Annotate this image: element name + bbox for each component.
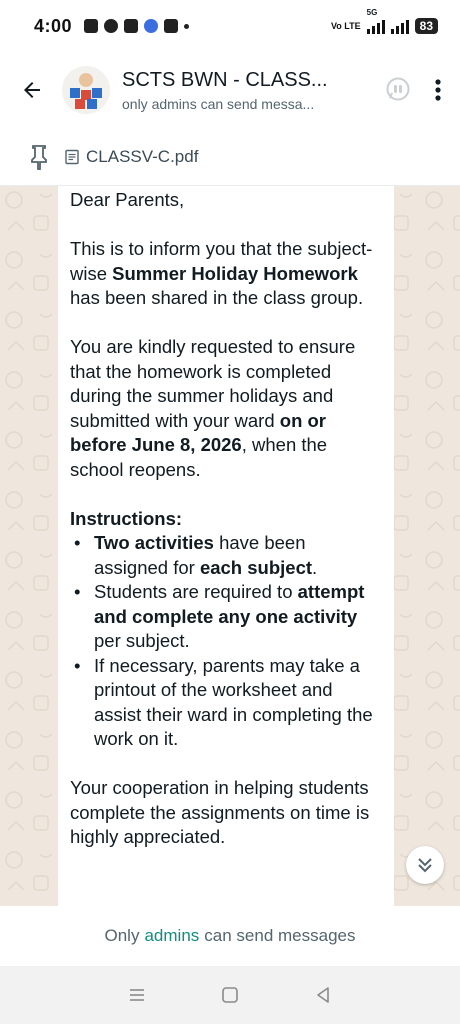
message-bubble[interactable] [58, 186, 394, 906]
message-closing: Your cooperation in helping students complete the assignments on time is highly appreciated. [70, 777, 370, 847]
messenger-icon [104, 19, 118, 33]
footer-prefix: Only [104, 926, 140, 945]
more-vert-icon [434, 78, 442, 102]
network-type-label: 5G [366, 8, 378, 17]
signal-icon [391, 18, 409, 34]
back-button[interactable] [8, 66, 56, 114]
scroll-to-bottom-button[interactable] [406, 846, 444, 884]
home-button[interactable] [210, 975, 250, 1015]
nav-back-icon [314, 986, 332, 1004]
status-time: 4:00 [34, 15, 73, 36]
recents-button[interactable] [117, 975, 157, 1015]
message-paragraph-2: You are kindly requested to ensure that the homework is completed during the summer holidays and submitted with your ward on or before June 8, 2026, when the school reopens. [70, 336, 356, 480]
more-notifications-dot [184, 24, 189, 29]
status-notification-icons [84, 19, 189, 33]
pinned-message-bar[interactable] [0, 128, 460, 186]
youtube-icon [164, 19, 178, 33]
nav-home-icon [221, 986, 239, 1004]
pinned-file-name: CLASSV-C.pdf [86, 146, 199, 166]
signal-5g-icon [366, 8, 385, 34]
battery-indicator: 83 [415, 18, 438, 34]
instruction-item: • Students are required to attempt and complete any one activity per subject. [70, 580, 382, 654]
instructions-list [70, 531, 382, 752]
chat-title: SCTS BWN - CLASS... [122, 68, 328, 91]
admin-only-footer [0, 906, 460, 966]
volte-indicator: Vo LTE [330, 20, 361, 31]
document-icon [64, 149, 80, 165]
nav-recents-icon [128, 987, 146, 1003]
more-options-button[interactable] [434, 78, 442, 102]
system-nav-bar [0, 966, 460, 1024]
community-chat-icon [384, 76, 412, 104]
instruction-item: • If necessary, parents may take a printout of the worksheet and assist their ward in completing the work on it. [70, 654, 382, 752]
facebook-icon [84, 19, 98, 33]
chat-area[interactable] [0, 186, 460, 906]
instructions-heading: Instructions: [70, 507, 183, 529]
chat-header [0, 52, 460, 128]
footer-suffix: can send messages [204, 926, 356, 945]
chat-title-block[interactable] [122, 69, 352, 112]
facebook-icon [124, 19, 138, 33]
scroll-down-icon [416, 856, 434, 874]
pin-icon [28, 144, 50, 170]
back-arrow-icon [20, 78, 44, 102]
community-chat-button[interactable] [384, 76, 412, 104]
status-bar [0, 0, 460, 52]
instruction-item: • Two activities have been assigned for each subject. [70, 531, 382, 580]
group-avatar[interactable] [62, 66, 110, 114]
chat-subtitle: only admins can send messa... [122, 95, 315, 112]
app-notification-icon [144, 19, 158, 33]
admins-link[interactable]: admins [144, 926, 200, 945]
message-greeting: Dear Parents, [70, 189, 185, 210]
message-paragraph-1: This is to inform you that the subject-wise Summer Holiday Homework has been shared in the class group. [70, 238, 373, 308]
back-nav-button[interactable] [303, 975, 343, 1015]
